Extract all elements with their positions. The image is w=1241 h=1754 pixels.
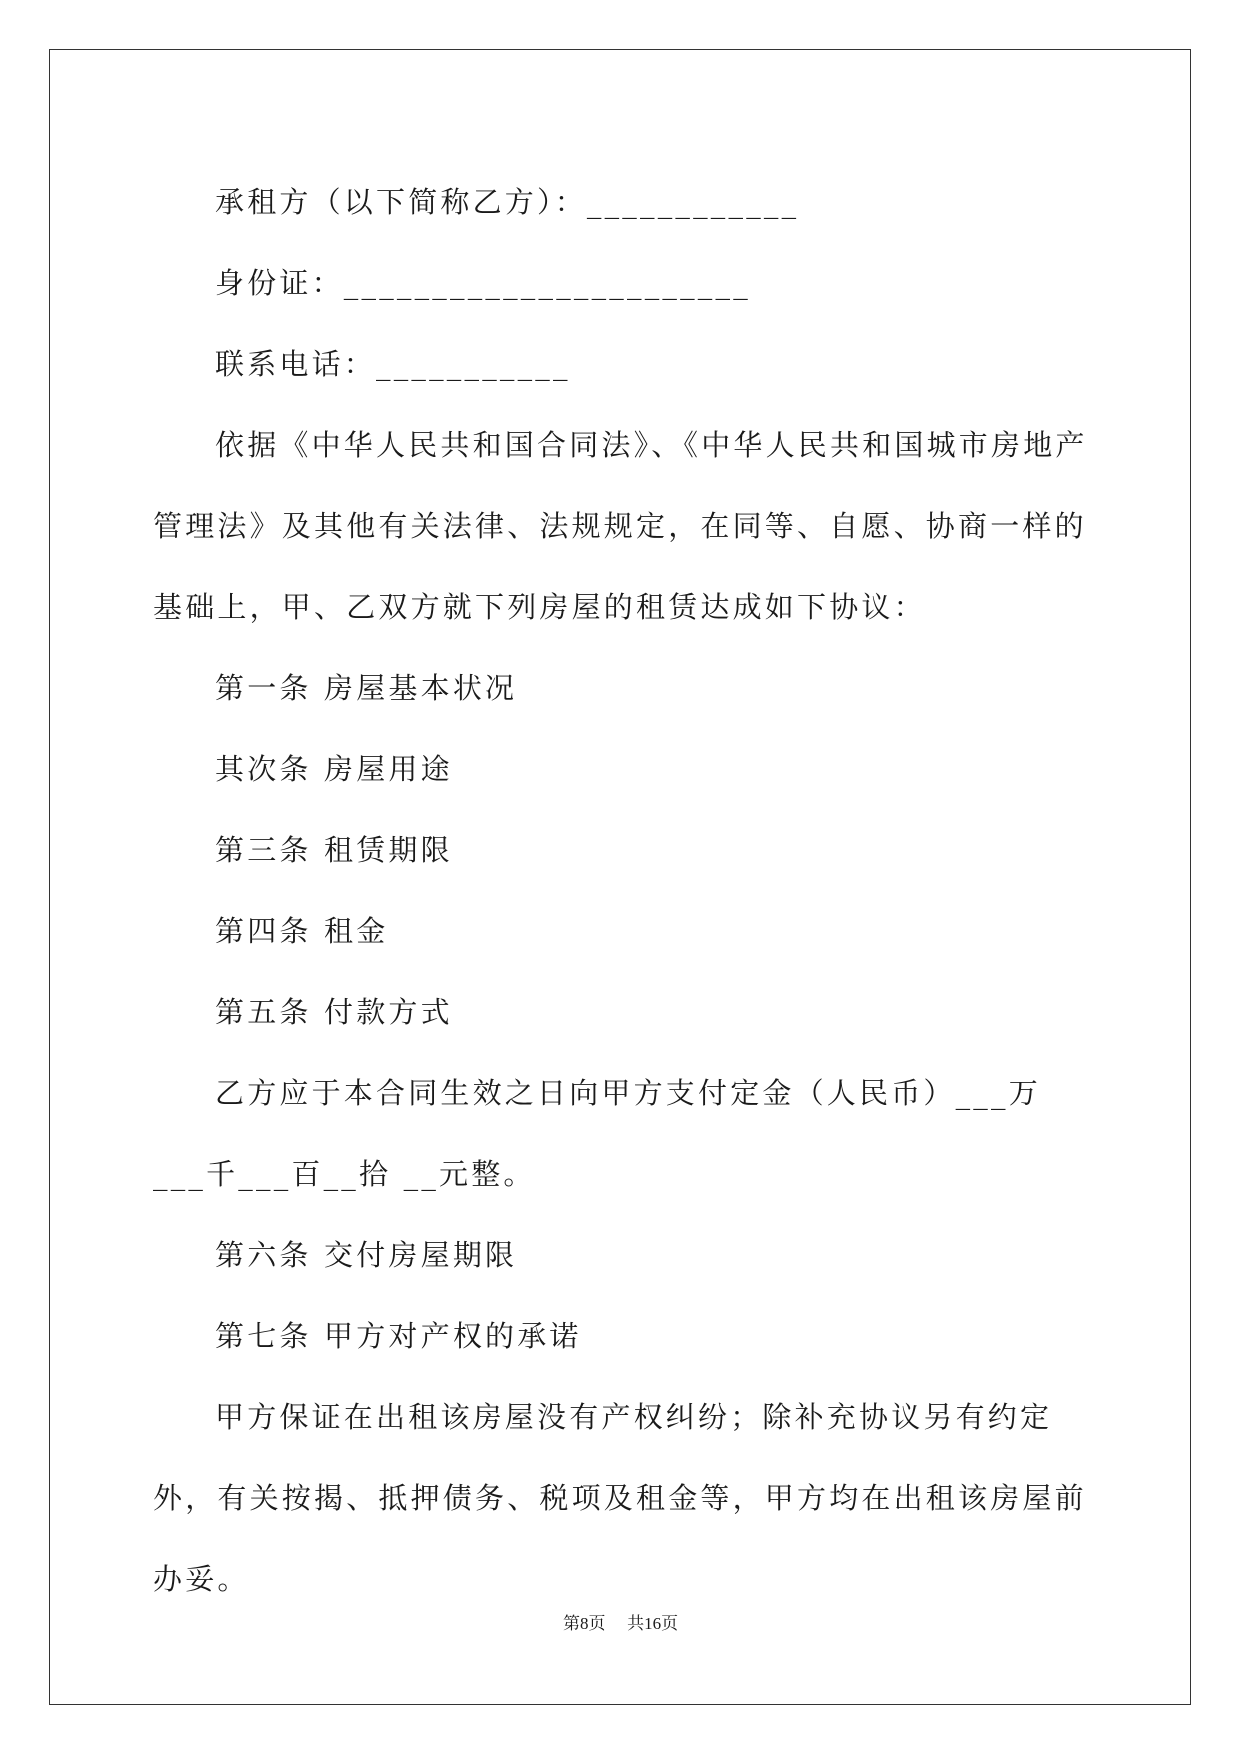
footer-total-pages: 16 [644,1614,662,1633]
paragraph-legal-basis: 依据《中华人民共和国合同法》、《中华人民共和国城市房地产管理法》及其他有关法律、法规规定，在同等、自愿、协商一样的基础上，甲、乙双方就下列房屋的租赁达成如下协议： [153,428,1088,624]
footer-page-number: 8 [579,1614,589,1633]
paragraph-phone: 联系电话：___________ [215,347,571,381]
article-7-heading: 第七条 甲方对产权的承诺 [215,1319,582,1353]
article-2-heading: 其次条 房屋用途 [215,752,453,786]
paragraph-id-card: 身份证：_______________________ [215,266,751,300]
footer-total-prefix: 共 [627,1614,645,1634]
article-5-heading: 第五条 付款方式 [215,995,453,1029]
footer-page-prefix: 第 [562,1614,580,1634]
paragraph-lessee: 承租方（以下简称乙方）：____________ [215,185,800,219]
paragraph-deposit: 乙方应于本合同生效之日向甲方支付定金（人民币）___万___千___百__拾 __元整。 [153,1076,1041,1191]
paragraph-ownership-guarantee: 甲方保证在出租该房屋没有产权纠纷；除补充协议另有约定外，有关按揭、抵押债务、税项及租金等，甲方均在出租该房屋前办妥。 [153,1400,1087,1596]
footer-total-suffix: 页 [661,1614,679,1634]
page-footer [0,1612,1241,1636]
article-1-heading: 第一条 房屋基本状况 [215,671,518,705]
footer-page-suffix: 页 [588,1614,606,1634]
article-6-heading: 第六条 交付房屋期限 [215,1238,518,1272]
article-3-heading: 第三条 租赁期限 [215,833,453,867]
document-body [153,162,1088,1620]
article-4-heading: 第四条 租金 [215,914,389,948]
